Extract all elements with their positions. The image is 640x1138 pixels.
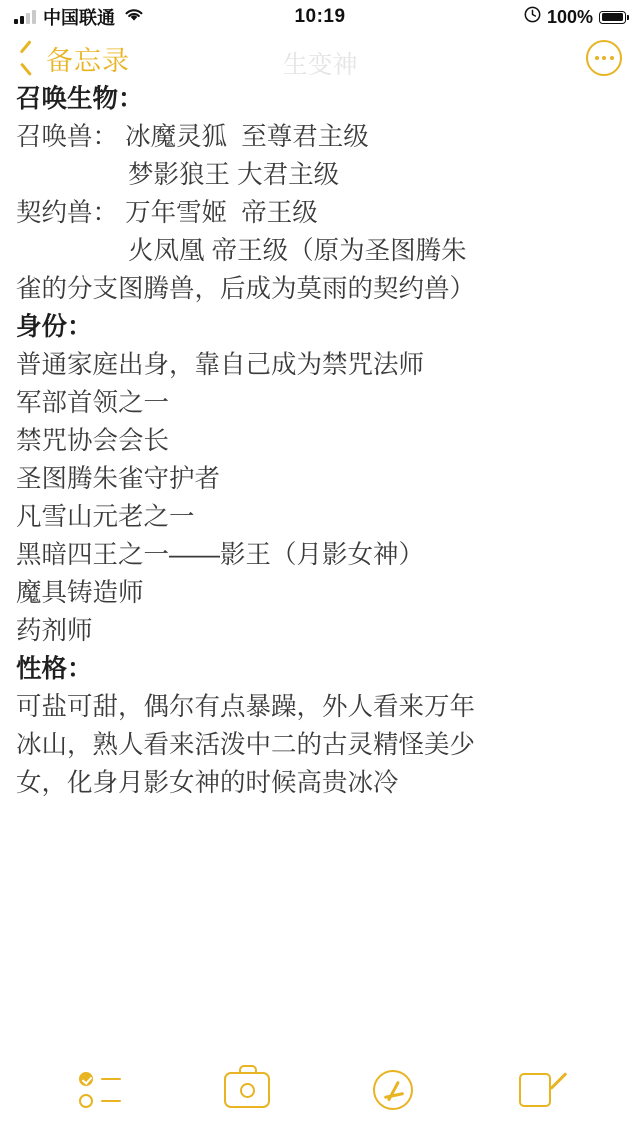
markup-pen-icon: [373, 1070, 413, 1110]
note-line: 魔具铸造师: [16, 579, 144, 607]
wifi-icon: [124, 6, 144, 28]
note-lines-container[interactable]: [16, 80, 624, 802]
compose-icon: [519, 1070, 559, 1110]
battery-percent-label: 100%: [546, 6, 594, 27]
bottom-toolbar: [0, 1042, 640, 1138]
carrier-label: 中国联通: [43, 8, 115, 28]
note-line: 召唤兽： 冰魔灵狐 至尊君主级: [16, 123, 369, 151]
note-line: 身份：: [16, 313, 93, 341]
checklist-button[interactable]: [71, 1060, 131, 1120]
note-line: 普通家庭出身，靠自己成为禁咒法师: [16, 351, 425, 379]
page-title: 备忘录: [46, 45, 130, 76]
note-line: 黑暗四王之一——影王（月影女神）: [16, 541, 425, 569]
note-line: 梦影狼王 大君主级: [128, 161, 340, 189]
note-line: 契约兽： 万年雪姬 帝王级: [16, 199, 318, 227]
status-bar-left: [14, 4, 294, 30]
note-line: 禁咒协会会长: [16, 427, 170, 455]
note-line: 凡雪山元老之一: [16, 503, 195, 531]
status-bar-clock: 10:19: [294, 6, 346, 27]
signal-bars-icon: [14, 10, 36, 24]
scrolled-partial-line: 生变神: [282, 51, 358, 79]
status-bar-right: [346, 6, 626, 28]
note-line: 冰山，熟人看来活泼中二的古灵精怪美少: [16, 731, 476, 759]
note-line: 圣图腾朱雀守护者: [16, 465, 221, 493]
camera-button[interactable]: [217, 1060, 277, 1120]
note-line: 火凤凰 帝王级（原为圣图腾朱: [128, 237, 467, 265]
note-line: 召唤生物：: [16, 85, 144, 113]
note-line: 可盐可甜，偶尔有点暴躁，外人看来万年: [16, 693, 476, 721]
camera-icon: [224, 1072, 270, 1108]
battery-icon: [599, 11, 626, 24]
compose-button[interactable]: [509, 1060, 569, 1120]
checklist-icon: [79, 1070, 123, 1110]
status-bar: [0, 0, 640, 34]
markup-button[interactable]: [363, 1060, 423, 1120]
note-line: 军部首领之一: [16, 389, 170, 417]
note-line: 雀的分支图腾兽，后成为莫雨的契约兽）: [16, 275, 476, 303]
alarm-clock-icon: [524, 6, 541, 28]
note-line: 药剂师: [16, 617, 93, 645]
note-line: 女，化身月影女神的时候高贵冰冷: [16, 769, 399, 797]
note-line: 性格：: [16, 655, 93, 683]
note-content[interactable]: [0, 50, 640, 802]
